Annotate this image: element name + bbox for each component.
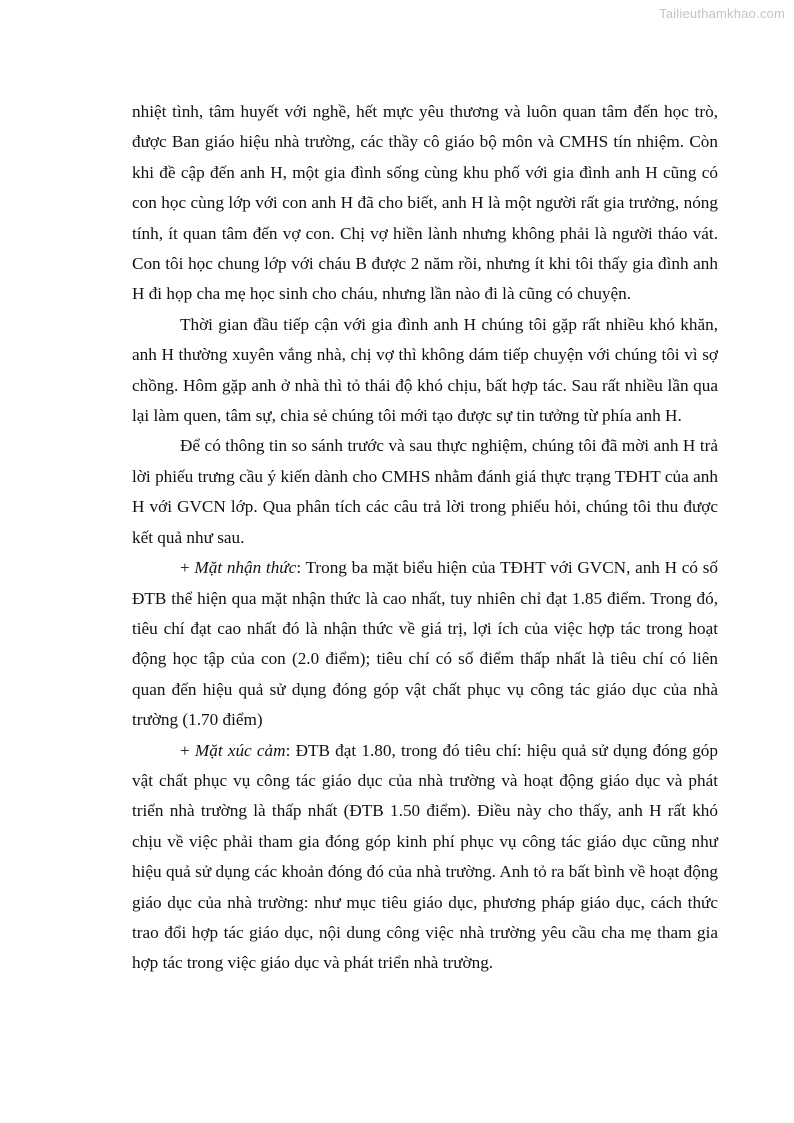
paragraph-4-text: : Trong ba mặt biểu hiện của TĐHT với GVCN, anh H có số ĐTB thể hiện qua mặt nhận thức là cao nhất, tuy nhiên chỉ đạt 1.85 điểm. Trong đó, tiêu chí đạt cao nhất đó là nhận thức về giá trị, lợi ích của việc hợp tác trong hoạt động học tập của con (2.0 điểm); tiêu chí có số điểm thấp nhất là tiêu chí có liên quan đến hiệu quả sử dụng đóng góp vật chất phục vụ công tác giáo dục của nhà trường (1.70 điểm) [132, 558, 718, 730]
paragraph-5-text: : ĐTB đạt 1.80, trong đó tiêu chí: hiệu quả sử dụng đóng góp vật chất phục vụ công tác giáo dục của nhà trường và hoạt động giáo dục và phát triển nhà trường là thấp nhất (ĐTB 1.50 điểm). Điều này cho thấy, anh H rất khó chịu về việc phải tham gia đóng góp kinh phí phục vụ công tác giáo dục cũng như hiệu quả sử dụng các khoản đóng đó của nhà trường. Anh tỏ ra bất bình về hoạt động giáo dục của nhà trường: như mục tiêu giáo dục, phương pháp giáo dục, cách thức trao đổi hợp tác giáo dục, nội dung công việc nhà trường yêu cầu cha mẹ tham gia hợp tác trong việc giáo dục và phát triển nhà trường. [132, 740, 718, 973]
paragraph-3: Để có thông tin so sánh trước và sau thực nghiệm, chúng tôi đã mời anh H trả lời phiếu trưng cầu ý kiến dành cho CMHS nhằm đánh giá thực trạng TĐHT của anh H với GVCN lớp. Qua phân tích các câu trả lời trong phiếu hỏi, chúng tôi thu được kết quả như sau. [132, 436, 718, 547]
paragraph-4-prefix: + [180, 558, 195, 578]
paragraph-5-label: Mặt xúc cảm [194, 740, 286, 760]
watermark-text: Tailieuthamkhao.com [659, 6, 785, 21]
paragraph-1: nhiệt tình, tâm huyết với nghề, hết mực yêu thương và luôn quan tâm đến học trò, được Ban giáo hiệu nhà trường, các thầy cô giáo bộ môn và CMHS tín nhiệm. Còn khi đề cập đến anh H, một gia đình sống cùng khu phố với gia đình anh H cũng có con học cùng lớp với con anh H đã cho biết, anh H là một người rất gia trưởng, nóng tính, ít quan tâm đến vợ con. Chị vợ hiền lành nhưng không phải là người tháo vát. Con tôi học chung lớp với cháu B được 2 năm rồi, nhưng ít khi tôi thấy gia đình anh H đi họp cha mẹ học sinh cho cháu, nhưng lần nào đi là cũng có chuyện. [132, 102, 718, 304]
paragraph-5-prefix: + [180, 740, 195, 760]
paragraph-4-label: Mặt nhận thức [194, 558, 297, 578]
document-body [132, 97, 718, 979]
paragraph-4 [132, 553, 718, 735]
paragraph-5 [132, 736, 718, 979]
paragraph-2: Thời gian đầu tiếp cận với gia đình anh H chúng tôi gặp rất nhiều khó khăn, anh H thường xuyên vắng nhà, chị vợ thì không dám tiếp chuyện với chúng tôi vì sợ chồng. Hôm gặp anh ở nhà thì tỏ thái độ khó chịu, bất hợp tác. Sau rất nhiều lần qua lại làm quen, tâm sự, chia sẻ chúng tôi mới tạo được sự tin tưởng từ phía anh H. [132, 314, 718, 426]
